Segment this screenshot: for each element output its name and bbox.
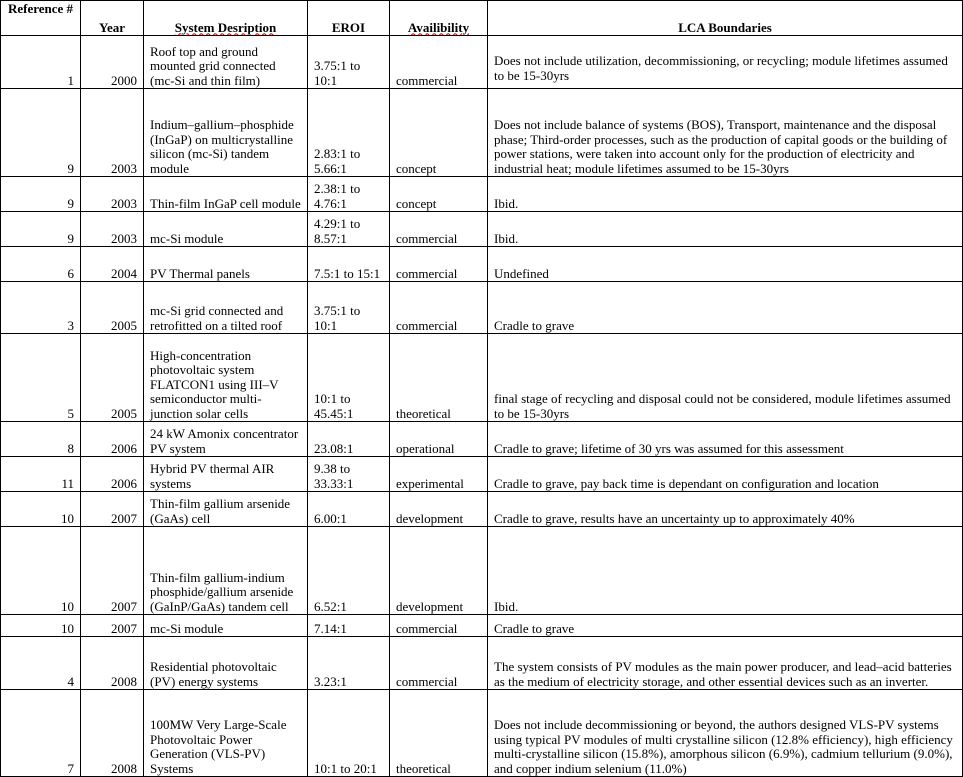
cell-system: PV Thermal panels xyxy=(144,247,308,282)
cell-year: 2005 xyxy=(81,282,144,334)
cell-eroi: 2.83:1 to 5.66:1 xyxy=(308,89,390,177)
cell-reference: 10 xyxy=(1,615,81,637)
cell-lca: Does not include utilization, decommissioning, or recycling; module lifetimes assumed to be 15-30yrs xyxy=(488,36,963,89)
cell-system: Hybrid PV thermal AIR systems xyxy=(144,457,308,492)
cell-eroi: 7.5:1 to 15:1 xyxy=(308,247,390,282)
cell-eroi: 6.00:1 xyxy=(308,492,390,527)
table-row xyxy=(1,422,963,457)
cell-availability: commercial xyxy=(390,247,488,282)
table-row xyxy=(1,212,963,247)
cell-lca: The system consists of PV modules as the main power producer, and lead–acid batteries as the medium of electricity storage, and other essential devices such as an inverter. xyxy=(488,637,963,690)
cell-lca: Ibid. xyxy=(488,212,963,247)
cell-system: Indium–gallium–phosphide (InGaP) on multicrystalline silicon (mc-Si) tandem module xyxy=(144,89,308,177)
table-row xyxy=(1,36,963,89)
table-row xyxy=(1,177,963,212)
cell-lca: Ibid. xyxy=(488,527,963,615)
cell-eroi: 6.52:1 xyxy=(308,527,390,615)
cell-lca: Ibid. xyxy=(488,177,963,212)
cell-reference: 9 xyxy=(1,177,81,212)
cell-system: Thin-film gallium-indium phosphide/gallium arsenide (GaInP/GaAs) tandem cell xyxy=(144,527,308,615)
header-year: Year xyxy=(81,1,144,36)
cell-lca: Cradle to grave xyxy=(488,282,963,334)
cell-lca: final stage of recycling and disposal could not be considered, module lifetimes assumed to be 15-30yrs xyxy=(488,334,963,422)
cell-year: 2006 xyxy=(81,457,144,492)
cell-availability: theoretical xyxy=(390,334,488,422)
cell-reference: 9 xyxy=(1,212,81,247)
cell-year: 2008 xyxy=(81,637,144,690)
header-reference: Reference # xyxy=(1,1,81,36)
cell-reference: 10 xyxy=(1,492,81,527)
cell-system: mc-Si module xyxy=(144,615,308,637)
cell-year: 2007 xyxy=(81,615,144,637)
cell-reference: 3 xyxy=(1,282,81,334)
cell-system: 24 kW Amonix concentrator PV system xyxy=(144,422,308,457)
table-row xyxy=(1,615,963,637)
cell-lca: Cradle to grave, results have an uncertainty up to approximately 40% xyxy=(488,492,963,527)
table-row xyxy=(1,457,963,492)
cell-eroi: 3.23:1 xyxy=(308,637,390,690)
header-availability-label: Availibility xyxy=(407,19,470,35)
cell-availability: commercial xyxy=(390,637,488,690)
cell-eroi: 3.75:1 to 10:1 xyxy=(308,36,390,89)
table-row xyxy=(1,247,963,282)
cell-year: 2003 xyxy=(81,177,144,212)
cell-availability: development xyxy=(390,527,488,615)
cell-lca: Does not include decommissioning or beyond, the authors designed VLS-PV systems using typical PV modules of multi crystalline silicon (12.8% efficiency), high efficiency multi-crystalline silicon (15.8%), amorphous silicon (6.9%), cadmium tellurium (9.0%), and copper indium selenium (11.0%) xyxy=(488,690,963,777)
cell-lca: Undefined xyxy=(488,247,963,282)
cell-eroi: 3.75:1 to 10:1 xyxy=(308,282,390,334)
cell-reference: 10 xyxy=(1,527,81,615)
header-availability xyxy=(390,1,488,36)
cell-system: 100MW Very Large-Scale Photovoltaic Power Generation (VLS-PV) Systems xyxy=(144,690,308,777)
cell-availability: theoretical xyxy=(390,690,488,777)
cell-reference: 1 xyxy=(1,36,81,89)
table-row xyxy=(1,637,963,690)
cell-year: 2007 xyxy=(81,527,144,615)
cell-year: 2000 xyxy=(81,36,144,89)
header-system-label: System Desription xyxy=(174,19,277,35)
cell-availability: operational xyxy=(390,422,488,457)
cell-eroi: 2.38:1 to 4.76:1 xyxy=(308,177,390,212)
cell-year: 2003 xyxy=(81,212,144,247)
cell-eroi: 9.38 to 33.33:1 xyxy=(308,457,390,492)
cell-lca: Cradle to grave; lifetime of 30 yrs was assumed for this assessment xyxy=(488,422,963,457)
cell-lca: Cradle to grave, pay back time is dependant on configuration and location xyxy=(488,457,963,492)
table-row xyxy=(1,690,963,777)
cell-availability: development xyxy=(390,492,488,527)
cell-reference: 11 xyxy=(1,457,81,492)
header-eroi: EROI xyxy=(308,1,390,36)
cell-eroi: 7.14:1 xyxy=(308,615,390,637)
header-lca: LCA Boundaries xyxy=(488,1,963,36)
cell-system: Roof top and ground mounted grid connected (mc-Si and thin film) xyxy=(144,36,308,89)
cell-system: High-concentration photovoltaic system FLATCON1 using III–V semiconductor multi-junction solar cells xyxy=(144,334,308,422)
header-row xyxy=(1,1,963,36)
cell-system: mc-Si grid connected and retrofitted on a tilted roof xyxy=(144,282,308,334)
cell-availability: concept xyxy=(390,89,488,177)
cell-reference: 6 xyxy=(1,247,81,282)
cell-system: mc-Si module xyxy=(144,212,308,247)
table-row xyxy=(1,89,963,177)
header-system xyxy=(144,1,308,36)
table-row xyxy=(1,282,963,334)
cell-year: 2003 xyxy=(81,89,144,177)
cell-reference: 4 xyxy=(1,637,81,690)
cell-lca: Cradle to grave xyxy=(488,615,963,637)
cell-reference: 8 xyxy=(1,422,81,457)
cell-year: 2004 xyxy=(81,247,144,282)
cell-year: 2006 xyxy=(81,422,144,457)
cell-system: Residential photovoltaic (PV) energy systems xyxy=(144,637,308,690)
cell-system: Thin-film gallium arsenide (GaAs) cell xyxy=(144,492,308,527)
cell-eroi: 4.29:1 to 8.57:1 xyxy=(308,212,390,247)
table-row xyxy=(1,527,963,615)
cell-availability: commercial xyxy=(390,212,488,247)
cell-lca: Does not include balance of systems (BOS), Transport, maintenance and the disposal phase; Third-order processes, such as the production of capital goods or the building of power stations, were taken into account only for the production of electricity and industrial heat; module lifetimes assumed to be 15-30yrs xyxy=(488,89,963,177)
cell-eroi: 10:1 to 20:1 xyxy=(308,690,390,777)
cell-year: 2005 xyxy=(81,334,144,422)
cell-year: 2007 xyxy=(81,492,144,527)
cell-availability: experimental xyxy=(390,457,488,492)
cell-availability: commercial xyxy=(390,36,488,89)
cell-availability: commercial xyxy=(390,615,488,637)
cell-reference: 7 xyxy=(1,690,81,777)
table-row xyxy=(1,492,963,527)
table-row xyxy=(1,334,963,422)
cell-reference: 5 xyxy=(1,334,81,422)
cell-availability: commercial xyxy=(390,282,488,334)
cell-eroi: 10:1 to 45.45:1 xyxy=(308,334,390,422)
cell-availability: concept xyxy=(390,177,488,212)
cell-year: 2008 xyxy=(81,690,144,777)
cell-eroi: 23.08:1 xyxy=(308,422,390,457)
cell-reference: 9 xyxy=(1,89,81,177)
cell-system: Thin-film InGaP cell module xyxy=(144,177,308,212)
